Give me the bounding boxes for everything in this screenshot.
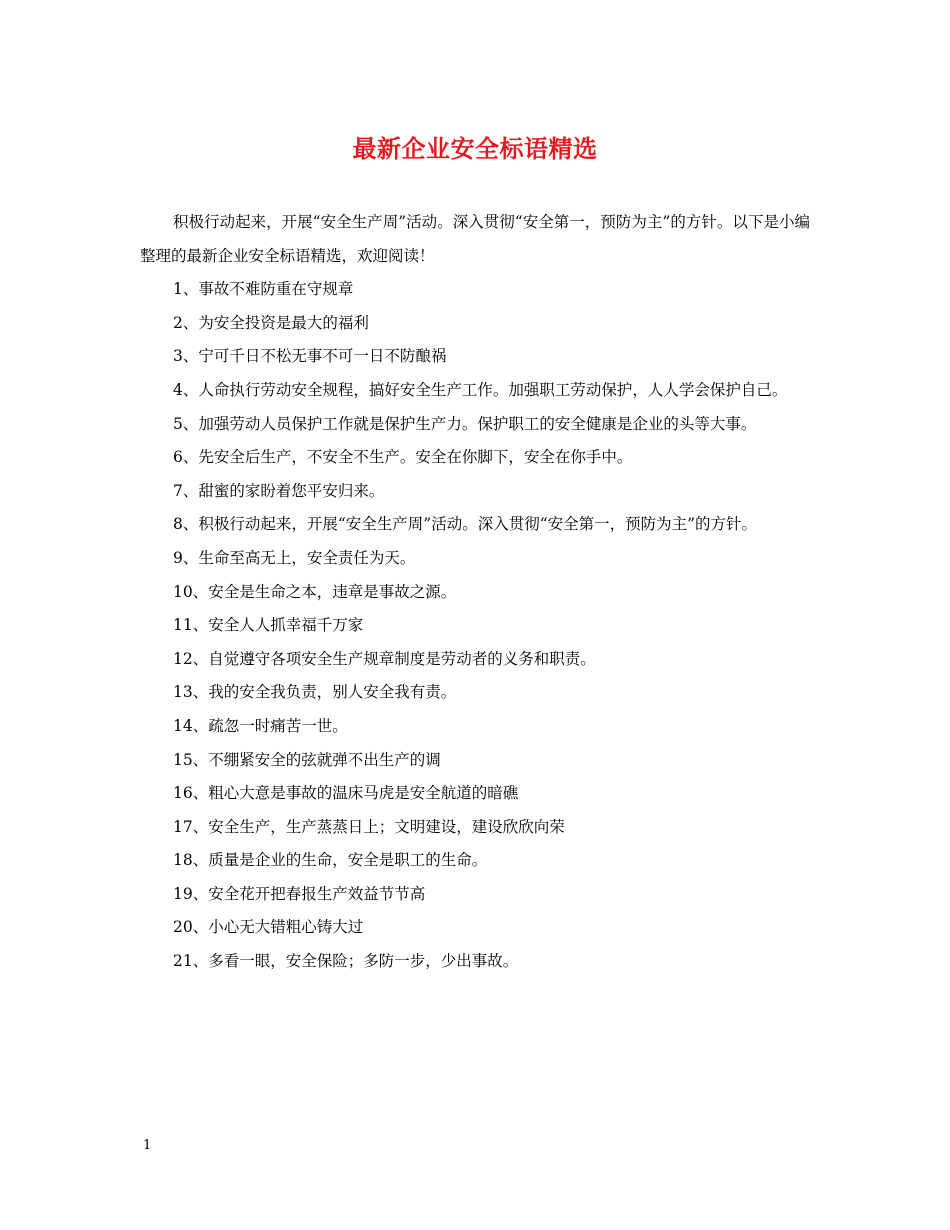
slogan-item: 7、甜蜜的家盼着您平安归来。 [173,481,385,500]
slogan-item: 17、安全生产，生产蒸蒸日上；文明建设，建设欣欣向荣 [173,817,565,836]
slogan-item: 16、粗心大意是事故的温床马虎是安全航道的暗礁 [173,784,519,803]
document-body [140,206,810,979]
slogan-item: 13、我的安全我负责，别人安全我有责。 [173,683,457,702]
slogan-item: 6、先安全后生产，不安全不生产。安全在你脚下，安全在你手中。 [173,448,633,467]
page-number: 1 [143,1138,152,1153]
slogan-item: 20、小心无大错粗心铸大过 [173,918,364,937]
document-title: 最新企业安全标语精选 [352,134,598,163]
slogan-item: 14、疏忽一时痛苦一世。 [173,716,348,735]
slogan-item: 3、宁可千日不松无事不可一日不防酿祸 [173,347,447,366]
intro-paragraph: 积极行动起来，开展“安全生产周”活动。深入贯彻“安全第一，预防为主”的方针。以下是小编整理的最新企业安全标语精选，欢迎阅读！ [140,213,810,265]
slogan-item: 15、不绷紧安全的弦就弹不出生产的调 [173,750,441,769]
slogan-item: 12、自觉遵守各项安全生产规章制度是劳动者的义务和职责。 [173,649,596,668]
slogan-item: 9、生命至高无上，安全责任为天。 [173,548,416,567]
slogan-item: 19、安全花开把春报生产效益节节高 [173,884,426,903]
slogan-item: 11、安全人人抓幸福千万家 [173,616,364,635]
slogan-item: 5、加强劳动人员保护工作就是保护生产力。保护职工的安全健康是企业的头等大事。 [173,414,757,433]
slogan-item: 2、为安全投资是最大的福利 [173,313,369,332]
slogan-item: 21、多看一眼，安全保险；多防一步，少出事故。 [173,952,519,971]
slogan-item: 10、安全是生命之本，违章是事故之源。 [173,582,457,601]
slogan-item: 18、质量是企业的生命，安全是职工的生命。 [173,851,488,870]
slogan-item: 8、积极行动起来，开展“安全生产周”活动。深入贯彻“安全第一，预防为主”的方针。 [173,515,758,534]
slogan-item: 1、事故不难防重在守规章 [173,280,354,299]
slogan-item: 4、人命执行劳动安全规程，搞好安全生产工作。加强职工劳动保护，人人学会保护自己。 [173,380,788,399]
